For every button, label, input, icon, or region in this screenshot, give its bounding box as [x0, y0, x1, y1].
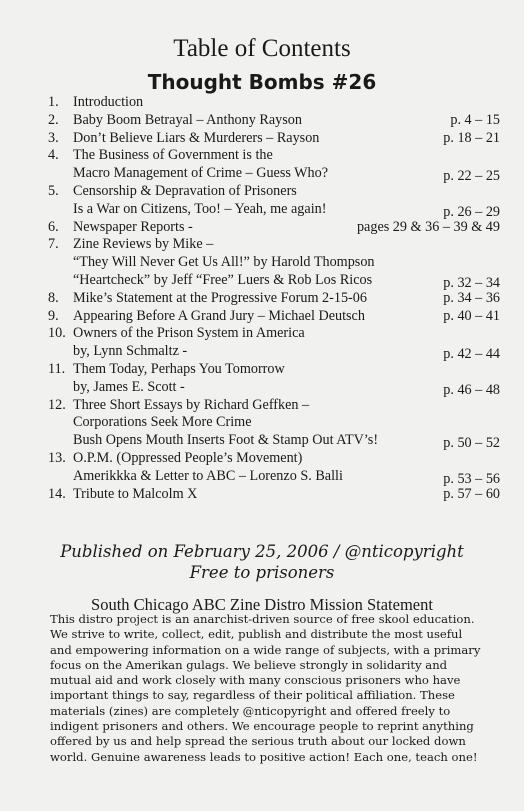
toc-entry — [48, 486, 500, 504]
toc-entry-title: “Heartcheck” by Jeff “Free” Luers & Rob Los Ricos — [73, 271, 373, 288]
toc-page-reference: p. 26 – 29 — [443, 203, 500, 220]
toc-page-reference: p. 53 – 56 — [443, 470, 500, 487]
toc-entry-title: Don’t Believe Liars & Murderers – Rayson — [73, 129, 320, 146]
mission-line: mutual aid and work closely with many conscious prisoners who have — [50, 673, 461, 688]
toc-entry-number: 2. — [48, 111, 59, 128]
toc-entry-number: 5. — [48, 182, 59, 199]
toc-page-reference: p. 18 – 21 — [443, 129, 500, 146]
toc-entry-line — [48, 147, 500, 165]
toc-entry-number: 1. — [48, 94, 59, 110]
toc-entry-line — [48, 112, 500, 130]
toc-entry — [48, 325, 500, 361]
issue-subtitle: Thought Bombs #26 — [147, 70, 377, 94]
mission-line: offered by us and help spread the serious truth about our locked down — [50, 734, 466, 749]
toc-page-reference: p. 22 – 25 — [443, 168, 500, 185]
toc-entry-line — [48, 450, 500, 468]
toc-entry-line — [48, 397, 500, 415]
mission-line: indigent prisoners and others. We encourage people to reprint anything — [50, 719, 474, 734]
toc-entry-title: Newspaper Reports - — [73, 218, 193, 235]
toc-entry-title: Is a War on Citizens, Too! – Yeah, me again! — [73, 200, 327, 217]
toc-entry-title: Mike’s Statement at the Progressive Forum 2-15-06 — [73, 289, 367, 306]
toc-entry — [48, 147, 500, 183]
toc-entry-number: 3. — [48, 129, 59, 146]
mission-line: and empowering information on a wide range of subjects, with a primary — [50, 642, 481, 657]
mission-line: We strive to write, collect, edit, publish and distribute the most useful — [50, 627, 463, 642]
toc-entry-title: Appearing Before A Grand Jury – Michael Deutsch — [73, 307, 365, 324]
page-title: Table of Contents — [173, 35, 351, 62]
toc-entry-title: by, James E. Scott - — [73, 378, 185, 395]
toc-entry-number: 11. — [48, 360, 66, 377]
toc-entry-line — [48, 361, 500, 379]
toc-page-reference: pages 29 & 36 – 39 & 49 — [356, 218, 500, 235]
toc-entry-title: Three Short Essays by Richard Geffken – — [73, 396, 310, 413]
toc-page-reference: p. 42 – 44 — [443, 346, 500, 363]
toc-entry — [48, 94, 500, 112]
toc-page-reference: p. 50 – 52 — [443, 435, 500, 452]
toc-entry-line — [48, 272, 500, 290]
toc-entry-title: by, Lynn Schmaltz - — [73, 343, 188, 360]
toc-entry-line — [48, 379, 500, 397]
toc-page-reference: p. 4 – 15 — [450, 111, 500, 128]
toc-entry-line — [48, 432, 500, 450]
toc-entry-title: Baby Boom Betrayal – Anthony Rayson — [73, 111, 302, 128]
toc-entry-title: Zine Reviews by Mike – — [73, 236, 214, 253]
toc-entry-line — [48, 183, 500, 201]
mission-line: This distro project is an anarchist-driven source of free skool education. — [50, 612, 475, 626]
mission-line: materials (zines) are completely @nticopyright and offered freely to — [50, 703, 451, 718]
mission-heading: South Chicago ABC Zine Distro Mission Statement — [91, 595, 433, 614]
toc-entry-title: The Business of Government is the — [73, 147, 273, 164]
toc-entry-title: Bush Opens Mouth Inserts Foot & Stamp Out ATV’s! — [73, 432, 379, 449]
toc-entry-number: 14. — [48, 485, 66, 502]
toc-entry — [48, 236, 500, 289]
toc-entry — [48, 130, 500, 148]
toc-entry-title: Corporations Seek More Crime — [73, 414, 252, 431]
toc-entry-title: Owners of the Prison System in America — [73, 325, 305, 342]
toc-entry-title: Tribute to Malcolm X — [73, 485, 198, 502]
toc-entry-title: Censorship & Depravation of Prisoners — [73, 182, 297, 199]
toc-entry-line — [48, 343, 500, 361]
mission-line: important things to say, regardless of their political affiliation. These — [50, 688, 455, 703]
toc-entry-line — [48, 130, 500, 148]
toc-entry-line — [48, 254, 500, 272]
toc-entry-line — [48, 165, 500, 183]
toc-entry-line — [48, 236, 500, 254]
toc-entry-line — [48, 308, 500, 326]
toc-entry — [48, 397, 500, 450]
toc-entry-number: 6. — [48, 218, 59, 235]
toc-entry-number: 12. — [48, 396, 66, 413]
toc-page-reference: p. 40 – 41 — [443, 307, 500, 324]
toc-entry — [48, 361, 500, 397]
toc-entry — [48, 290, 500, 308]
toc-page-reference: p. 32 – 34 — [443, 274, 500, 291]
toc-entry-line — [48, 94, 500, 112]
toc-entry-line — [48, 219, 500, 237]
publication-note — [0, 541, 524, 583]
free-to-prisoners-line: Free to prisoners — [189, 563, 335, 582]
toc-entry — [48, 308, 500, 326]
mission-line: focus on the Amerikan gulags. We believe strongly in solidarity and — [50, 657, 448, 672]
toc-entry-number: 13. — [48, 449, 66, 466]
toc-entry-title: “They Will Never Get Us All!” by Harold Thompson — [73, 254, 375, 271]
toc-entry-title: Them Today, Perhaps You Tomorrow — [73, 360, 285, 377]
toc-entry-number: 9. — [48, 307, 59, 324]
toc-entry-line — [48, 414, 500, 432]
toc-page-reference: p. 46 – 48 — [443, 381, 500, 398]
toc-page-reference: p. 57 – 60 — [443, 485, 500, 502]
toc-entry-line — [48, 486, 500, 504]
toc-page-reference: p. 34 – 36 — [443, 289, 500, 306]
toc-entry-title: Introduction — [73, 94, 144, 110]
toc-entry-line — [48, 325, 500, 343]
toc-entry-number: 8. — [48, 289, 59, 306]
mission-statement — [50, 612, 506, 765]
toc-entry — [48, 219, 500, 237]
toc-entry-title: Macro Management of Crime – Guess Who? — [73, 165, 329, 182]
toc-entry — [48, 450, 500, 486]
toc-entry-number: 7. — [48, 236, 59, 253]
toc-entry-line — [48, 468, 500, 486]
toc-entry-number: 4. — [48, 147, 59, 164]
publication-date-line: Published on February 25, 2006 / @nticopyright — [60, 542, 464, 561]
table-of-contents — [48, 94, 500, 503]
toc-entry-line — [48, 201, 500, 219]
toc-entry-title: Amerikkka & Letter to ABC – Lorenzo S. Balli — [73, 467, 343, 484]
toc-entry — [48, 183, 500, 219]
toc-entry-number: 10. — [48, 325, 66, 342]
mission-line: world. Genuine awareness leads to positive action! Each one, teach one! — [50, 749, 478, 764]
toc-entry-title: O.P.M. (Oppressed People’s Movement) — [73, 449, 303, 466]
toc-entry — [48, 112, 500, 130]
toc-entry-line — [48, 290, 500, 308]
